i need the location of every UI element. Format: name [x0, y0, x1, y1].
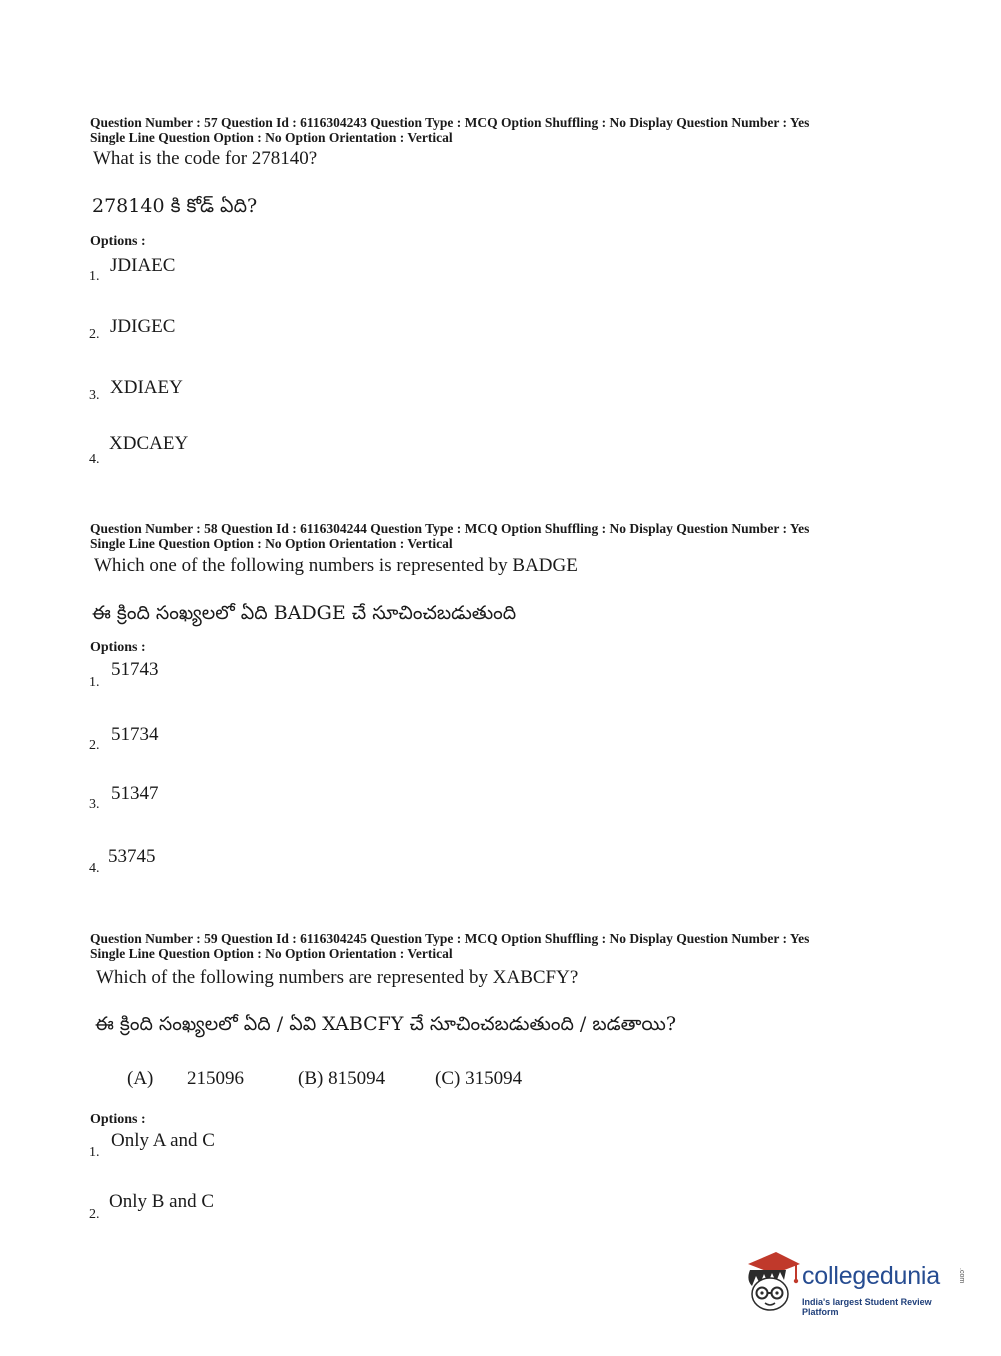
logo-wordmark: collegedunia [802, 1262, 940, 1290]
option-text: XDCAEY [109, 433, 189, 454]
student-mascot-icon [740, 1250, 802, 1315]
question-text-english: What is the code for 278140? [93, 148, 318, 169]
statement-a-value: 215096 [187, 1068, 244, 1089]
statement-a-label: (A) [127, 1068, 154, 1089]
option-text: JDIAEC [110, 255, 176, 276]
option-number: 4. [89, 861, 100, 876]
option-number: 1. [89, 675, 100, 690]
question-meta-line2: Single Line Question Option : No Option Orientation : Vertical [90, 946, 453, 961]
option-number: 2. [89, 327, 100, 342]
options-label: Options : [90, 640, 146, 655]
option-text: XDIAEY [110, 377, 183, 398]
question-meta-line2: Single Line Question Option : No Option Orientation : Vertical [90, 130, 453, 145]
question-text-telugu: ఈ క్రింది సంఖ్యలలో ఏది BADGE చే సూచించబడుతుంది [92, 602, 517, 624]
option-number: 3. [89, 797, 100, 812]
question-text-english: Which one of the following numbers is represented by BADGE [94, 555, 578, 576]
option-number: 1. [89, 1145, 100, 1160]
option-number: 2. [89, 1207, 100, 1222]
collegedunia-logo[interactable] [740, 1250, 970, 1315]
question-meta-line1: Question Number : 58 Question Id : 6116304244 Question Type : MCQ Option Shuffling : No Display Question Number : Yes [90, 521, 810, 536]
option-text: 51347 [111, 783, 159, 804]
option-text: 51743 [111, 659, 159, 680]
statement-b: (B) 815094 [298, 1068, 386, 1089]
logo-tagline: India's largest Student Review Platform [802, 1297, 932, 1317]
option-text: 53745 [108, 846, 156, 867]
options-label: Options : [90, 234, 146, 249]
logo-domain-suffix: .com [958, 1268, 965, 1284]
option-number: 3. [89, 388, 100, 403]
option-number: 1. [89, 269, 100, 284]
option-number: 4. [89, 452, 100, 467]
option-number: 2. [89, 738, 100, 753]
options-label: Options : [90, 1112, 146, 1127]
option-text: JDIGEC [110, 316, 176, 337]
question-text-telugu: ఈ క్రింది సంఖ్యలలో ఏది / ఏవి XABCFY చే సూచించబడుతుంది / బడతాయి? [95, 1013, 677, 1035]
option-text: 51734 [111, 724, 159, 745]
question-text-telugu: 278140 కి కోడ్ ఏది? [92, 195, 258, 217]
question-meta-line1: Question Number : 59 Question Id : 6116304245 Question Type : MCQ Option Shuffling : No Display Question Number : Yes [90, 931, 810, 946]
option-text: Only A and C [111, 1130, 215, 1151]
statement-c: (C) 315094 [435, 1068, 523, 1089]
question-text-english: Which of the following numbers are represented by XABCFY? [96, 967, 579, 988]
question-meta-line1: Question Number : 57 Question Id : 6116304243 Question Type : MCQ Option Shuffling : No Display Question Number : Yes [90, 115, 810, 130]
option-text: Only B and C [109, 1191, 215, 1212]
question-meta-line2: Single Line Question Option : No Option Orientation : Vertical [90, 536, 453, 551]
